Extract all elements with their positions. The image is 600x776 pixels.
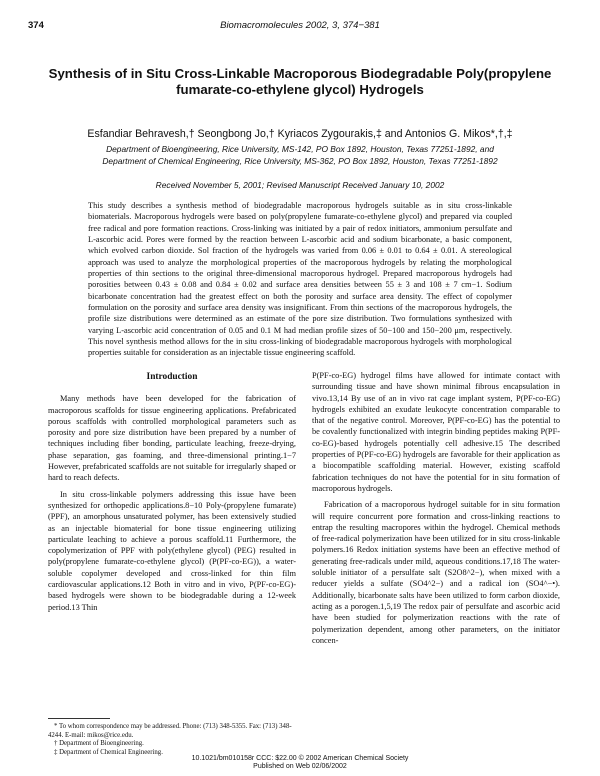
paragraph: Many methods have been developed for the fabrication of macroporous scaffolds for tissue engineering applications. Prefabricated porous scaffolds with controlled morphological parameters such as porosity and pore size distribution have been prepared by a number of techniques including fiber bonding, particulate leaching, freeze-drying, phase separation, gas foaming, and three-dimensional printing.1−7 However, prefabricated scaffolds are not suitable for irregularly shaped or hard to reach defects. xyxy=(48,394,296,483)
published-line: Published on Web 02/06/2002 xyxy=(253,763,347,771)
abstract: This study describes a synthesis method of biodegradable macroporous hydrogels suitable as in situ cross-linkable biomaterials. Macroporous hydrogels were based on poly(propylene fumarate-co-ethylene glycol) and prepared via coupled free radical and pore formation reactions. Cross-linking was initiated by a pair of redox initiators, ammonium persulfate and L-ascorbic acid. Pores were formed by the reaction between L-ascorbic acid and sodium bicarbonate, a basic component, which evolved carbon dioxide. Sol fraction of the hydrogels was varied from 0.06 ± 0.01 to 0.64 ± 0.01. A stereological approach was used to analyze the morphological properties of the macroporous hydrogels by relating the morphological properties of thin sections to the original three-dimensional macroporous hydrogel. Prepared macroporous hydrogels had porosities between 0.43 ± 0.08 and 0.84 ± 0.02 and surface area densities between 55 ± 3 and 108 ± 7 cm−1. Sodium bicarbonate concentration had the greatest effect on both the porosity and surface area density. The effect of copolymer formulation on the porosity and surface area density was insignificant. From thin sections of the macroporous hydrogels, the profile size distributions were determined as an estimate of the pore size distribution. Two formulations synthesized with varying L-ascorbic acid concentration of 0.05 and 0.1 M had median profile sizes of 50−100 and 150−200 μm, respectively. This novel synthesis method allows for the in situ cross-linking of biodegradable macroporous hydrogels with morphological properties suitable for consideration as an injectable tissue engineering scaffold. xyxy=(88,201,512,358)
right-column xyxy=(312,370,560,646)
affiliations xyxy=(20,144,580,167)
footnote-chemical-engineering: ‡ Department of Chemical Engineering. xyxy=(54,748,163,756)
author-list: Esfandiar Behravesh,† Seongbong Jo,† Kyriacos Zygourakis,‡ and Antonios G. Mikos*,†,‡ xyxy=(87,128,513,140)
article-title: Synthesis of in Situ Cross-Linkable Macroporous Biodegradable Poly(propylene fumarate-co-ethylene glycol) Hydrogels xyxy=(48,66,552,97)
left-column xyxy=(48,372,296,613)
paragraph: Fabrication of a macroporous hydrogel suitable for in situ formation will require concurrent pore formation and cross-linking reactions to entrap the resulting macropores within the hydrogel. Chemical methods of free-radical polymerization have been utilized for in situ cross-linkable polymers.16 Redox initiation systems have been an effective method of generating free-radicals under mild, aqueous conditions.17,18 The water-soluble initiator of a persulfate salt (S2O8^2−), when mixed with a reducer yields a sulfate (SO4^2−) and a radical ion (SO4^−•). Additionally, bicarbonate salts have been utilized to form carbon dioxide, acting as a porogen.1,5,19 The redox pair of persulfate and ascorbic acid have been studied for polymerization reactions with the rate of polymerization dependent, among other parameters, on the initiator concen- xyxy=(312,500,560,645)
doi-footer xyxy=(0,755,600,772)
paragraph: In situ cross-linkable polymers addressing this issue have been synthesized for orthopedic applications.8−10 Poly-(propylene fumarate) (PPF), an amorphous unsaturated polymer, has been extensively studied as an injectable biomaterial for bone tissue engineering utilizing particulate leaching to achieve a porous scaffold.11 Furthermore, the copolymerization of PPF with poly(ethylene glycol) (PEG) resulted in poly(propylene fumarate-co-ethylene glycol) (P(PF-co-EG)), a water-soluble copolymer developed and cross-linked for thin film cardiovascular applications.12 Both in vitro and in vivo, P(PF-co-EG)-based hydrogels were shown to be biodegradable during a 12-week period.13 Thin xyxy=(48,489,296,612)
footnotes xyxy=(48,723,298,757)
footnote-correspondence: * To whom correspondence may be addressed. Phone: (713) 348-5355. Fax: (713) 348-4244. E-mail: mikos@rice.edu. xyxy=(48,723,292,739)
introduction-heading: Introduction xyxy=(146,372,198,382)
doi-line: 10.1021/bm010158r CCC: $22.00 © 2002 American Chemical Society xyxy=(191,755,409,762)
affiliation-chemical-engineering: Department of Chemical Engineering, Rice University, MS-362, PO Box 1892, Houston, Texas 77251-1892 xyxy=(102,155,498,166)
received-dates: Received November 5, 2001; Revised Manuscript Received January 10, 2002 xyxy=(155,180,445,190)
journal-citation: Biomacromolecules 2002, 3, 374−381 xyxy=(220,20,380,31)
footnote-bioengineering: † Department of Bioengineering. xyxy=(54,740,144,747)
paragraph: P(PF-co-EG) hydrogel films have allowed for intimate contact with surrounding tissue and have shown minimal fibrous encapsulation in vivo.13,14 By use of an in vivo rat cage implant system, P(PF-co-EG) hydrogels exhibited an exudate leukocyte concentration comparable to that of the negative control. Moreover, P(PF-co-EG) has the potential to be covalently functionalized with integrin binding peptides making P(PF-co-EG)-based hydrogels potentially cell adhesive.15 The described properties of P(PF-co-EG) hydrogels are favorable for their application as a biocompatible scaffolding material. However, existing scaffold fabrication techniques do not have the potential for in situ formation of macroporous hydrogels. xyxy=(312,371,560,493)
footnote-divider xyxy=(48,718,110,719)
page-number: 374 xyxy=(28,20,44,31)
affiliation-bioengineering: Department of Bioengineering, Rice University, MS-142, PO Box 1892, Houston, Texas 77251-1892, and xyxy=(106,144,494,154)
